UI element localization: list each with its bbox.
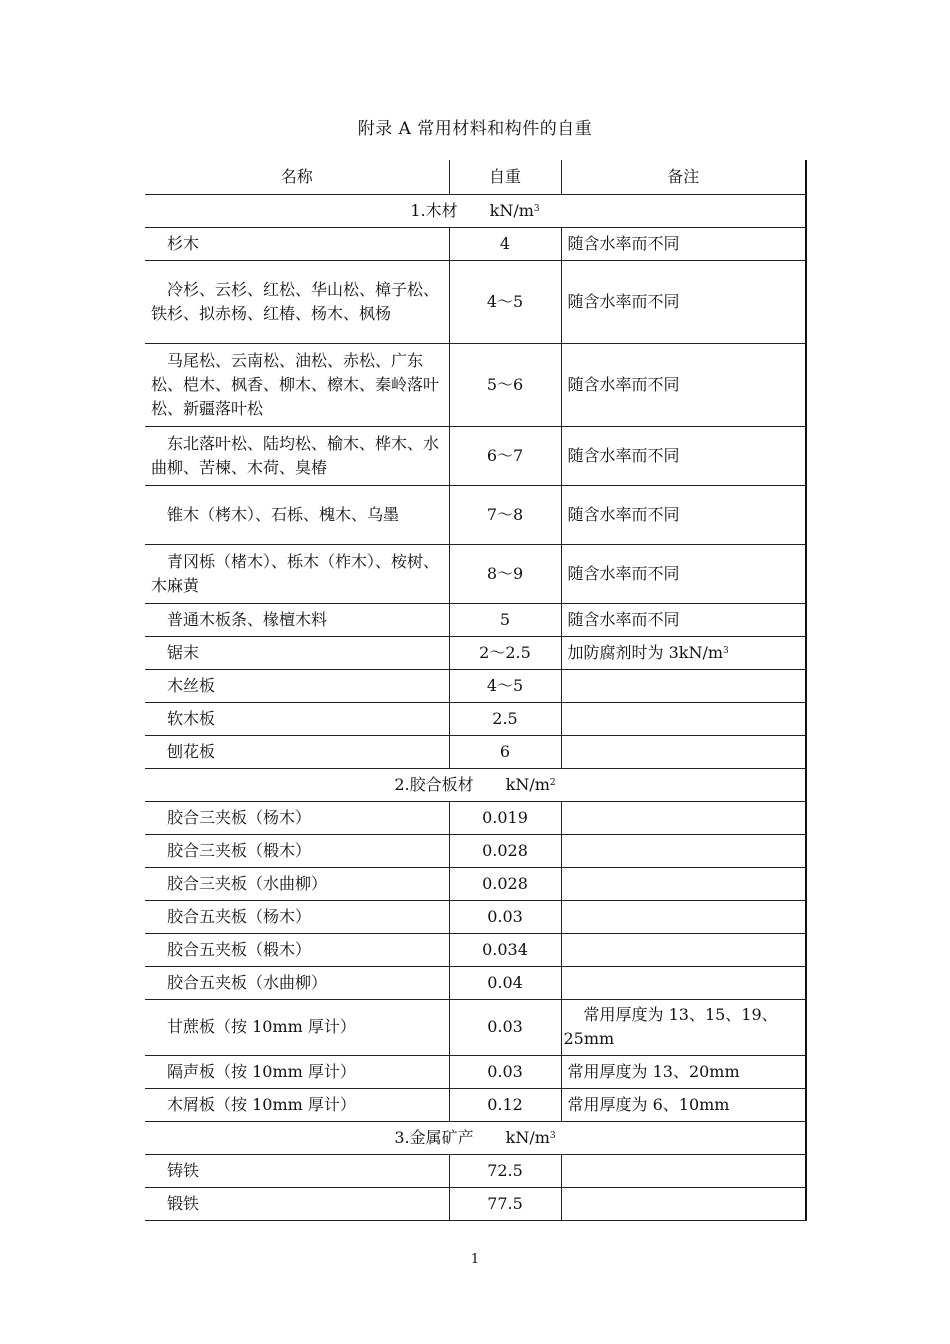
table-row — [145, 485, 806, 544]
table-row — [145, 1187, 806, 1220]
section-title — [145, 194, 806, 227]
material-weight: 2～2.5 — [449, 636, 561, 669]
table-row — [145, 636, 806, 669]
material-note: 随含水率而不同 — [561, 544, 806, 603]
material-weight: 6～7 — [449, 426, 561, 485]
material-name: 冷杉、云杉、红松、华山松、樟子松、铁杉、拟赤杨、红椿、杨木、枫杨 — [145, 260, 449, 343]
page-title: 附录 A 常用材料和构件的自重 — [357, 119, 593, 139]
material-note: 随含水率而不同 — [561, 343, 806, 426]
material-name: 东北落叶松、陆均松、榆木、桦木、水曲柳、苦楝、木荷、臭椿 — [145, 426, 449, 485]
material-note — [561, 735, 806, 768]
material-note — [561, 1187, 806, 1220]
table-row — [145, 1055, 806, 1088]
material-note — [561, 702, 806, 735]
section-title — [145, 768, 806, 801]
material-weight: 0.028 — [449, 867, 561, 900]
note-exponent: 3 — [723, 645, 729, 656]
material-weight: 2.5 — [449, 702, 561, 735]
material-note: 随含水率而不同 — [561, 603, 806, 636]
material-weight: 0.03 — [449, 900, 561, 933]
material-weight: 0.019 — [449, 801, 561, 834]
material-weight: 5 — [449, 603, 561, 636]
header-weight: 自重 — [449, 160, 561, 194]
material-weight: 72.5 — [449, 1154, 561, 1187]
table-row — [145, 900, 806, 933]
material-note: 随含水率而不同 — [561, 227, 806, 260]
material-note: 常用厚度为 13、20mm — [561, 1055, 806, 1088]
material-name: 胶合三夹板（水曲柳） — [145, 867, 449, 900]
material-weight: 0.03 — [449, 999, 561, 1055]
section-unit: $kN/m^3$ — [489, 200, 540, 220]
material-name: 青冈栎（楮木）、栎木（柞木）、桉树、木麻黄 — [145, 544, 449, 603]
page-number: 1 — [470, 1252, 480, 1267]
table-row — [145, 669, 806, 702]
material-note — [561, 900, 806, 933]
table-row — [145, 544, 806, 603]
material-weight: 77.5 — [449, 1187, 561, 1220]
section-header-row — [145, 768, 806, 801]
table-row — [145, 426, 806, 485]
material-note — [561, 834, 806, 867]
table-row — [145, 343, 806, 426]
table-row — [145, 1088, 806, 1121]
header-name: 名称 — [145, 160, 449, 194]
material-weight: 7～8 — [449, 485, 561, 544]
material-weight: 6 — [449, 735, 561, 768]
table-row — [145, 603, 806, 636]
material-note — [561, 801, 806, 834]
material-name: 软木板 — [145, 702, 449, 735]
material-note: 常用厚度为 6、10mm — [561, 1088, 806, 1121]
table-row — [145, 834, 806, 867]
section-title — [145, 1121, 806, 1154]
material-name: 锯末 — [145, 636, 449, 669]
table-header-row — [145, 160, 806, 194]
material-name: 胶合五夹板（杨木） — [145, 900, 449, 933]
material-note — [561, 1154, 806, 1187]
material-weight: 0.028 — [449, 834, 561, 867]
section-label: 2.胶合板材 — [394, 774, 474, 794]
material-note: 加防腐剂时为 $3kN/m^3$ — [561, 636, 806, 669]
header-note: 备注 — [561, 160, 806, 194]
material-weight: 0.04 — [449, 966, 561, 999]
material-name: 胶合三夹板（杨木） — [145, 801, 449, 834]
table-row — [145, 227, 806, 260]
material-weight: 0.034 — [449, 933, 561, 966]
material-weight: 4 — [449, 227, 561, 260]
material-note: 随含水率而不同 — [561, 485, 806, 544]
section-unit-exponent: 2 — [549, 777, 556, 788]
table-row — [145, 933, 806, 966]
material-name: 胶合五夹板（水曲柳） — [145, 966, 449, 999]
material-weight: 0.12 — [449, 1088, 561, 1121]
material-weight: 0.03 — [449, 1055, 561, 1088]
material-weight-table — [145, 160, 807, 1221]
material-note — [561, 933, 806, 966]
table-row — [145, 702, 806, 735]
material-weight: 5～6 — [449, 343, 561, 426]
material-name: 胶合三夹板（椴木） — [145, 834, 449, 867]
material-name: 锥木（栲木）、石栎、槐木、乌墨 — [145, 485, 449, 544]
material-note — [561, 669, 806, 702]
material-name: 胶合五夹板（椴木） — [145, 933, 449, 966]
table-row — [145, 1154, 806, 1187]
material-note: 常用厚度为 13、15、19、25mm — [561, 999, 806, 1055]
section-unit-exponent: 3 — [533, 203, 540, 214]
material-name: 铸铁 — [145, 1154, 449, 1187]
material-name: 木丝板 — [145, 669, 449, 702]
material-name: 杉木 — [145, 227, 449, 260]
table-row — [145, 801, 806, 834]
section-unit: $kN/m^2$ — [505, 774, 556, 794]
section-header-row — [145, 194, 806, 227]
material-note: 随含水率而不同 — [561, 260, 806, 343]
section-header-row — [145, 1121, 806, 1154]
table-row — [145, 966, 806, 999]
table-row — [145, 999, 806, 1055]
material-weight: 8～9 — [449, 544, 561, 603]
material-name: 马尾松、云南松、油松、赤松、广东松、桤木、枫香、柳木、檫木、秦岭落叶松、新疆落叶松 — [145, 343, 449, 426]
material-name: 刨花板 — [145, 735, 449, 768]
material-note — [561, 867, 806, 900]
section-unit-exponent: 3 — [549, 1130, 556, 1141]
material-name: 锻铁 — [145, 1187, 449, 1220]
material-note: 随含水率而不同 — [561, 426, 806, 485]
material-weight: 4～5 — [449, 260, 561, 343]
section-unit: $kN/m^3$ — [505, 1127, 556, 1147]
material-name: 隔声板（按 10mm 厚计） — [145, 1055, 449, 1088]
section-label: 1.木材 — [410, 200, 458, 220]
material-note — [561, 966, 806, 999]
table-row — [145, 867, 806, 900]
material-name: 甘蔗板（按 10mm 厚计） — [145, 999, 449, 1055]
material-name: 木屑板（按 10mm 厚计） — [145, 1088, 449, 1121]
table-row — [145, 260, 806, 343]
material-name: 普通木板条、椽檀木料 — [145, 603, 449, 636]
table-row — [145, 735, 806, 768]
section-label: 3.金属矿产 — [394, 1127, 474, 1147]
material-weight: 4～5 — [449, 669, 561, 702]
